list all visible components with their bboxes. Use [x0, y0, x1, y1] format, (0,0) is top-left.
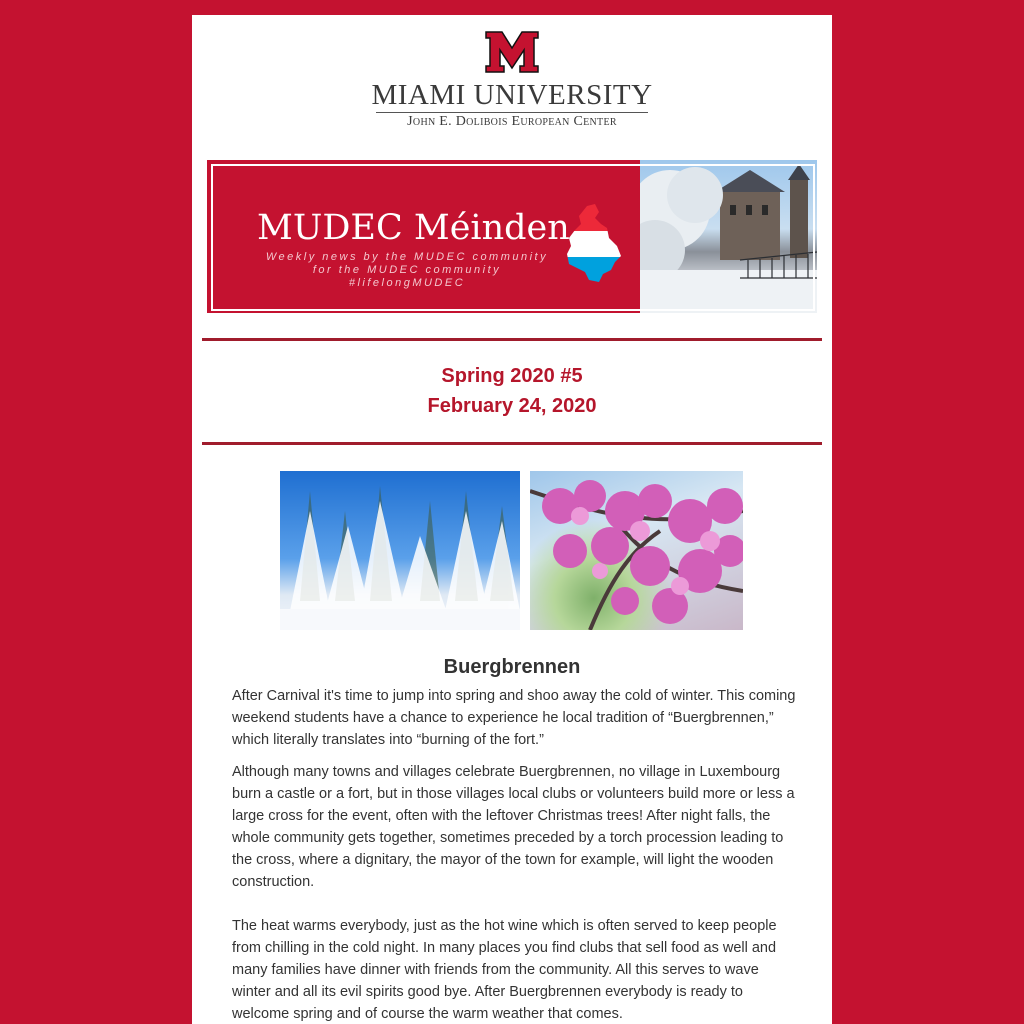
banner-title: MUDEC Méinden	[257, 208, 570, 248]
article-paragraph-3: The heat warms everybody, just as the hot wine which is often served to keep people from chilling in the cold night. In many places you find clubs that sell food as well and many families have dinner with friends from the community. All this serves to wave winter and all its evil spirits good bye. After Buergbrennen everybody is ready to welcome spring and of course the warm weather that comes.	[232, 918, 777, 1022]
miami-m-logo-icon	[484, 30, 540, 74]
newsletter-page	[192, 15, 832, 1024]
banner-frame	[211, 164, 815, 311]
article-title: Buergbrennen	[443, 656, 581, 678]
university-name: MIAMI UNIVERSITY	[371, 79, 653, 111]
issue-date: February 24, 2020	[427, 395, 597, 417]
banner-tagline-1: Weekly news by the MUDEC community	[265, 251, 549, 263]
article-paragraph-2: Although many towns and villages celebrate Buergbrennen, no village in Luxembourg burn a castle or a fort, but in those villages local clubs or volunteers build more or less a large cross for the event, often with the leftover Christmas trees! After night falls, the whole community gets together, sometimes preceded by a torch procession leading to the cross, where a dignitary, the mayor of the town for example, will light the wooden construction.	[232, 764, 795, 890]
banner-tagline-2: for the MUDEC community	[312, 264, 502, 276]
article-paragraph-1: After Carnival it's time to jump into spring and shoo away the cold of winter. This coming weekend students have a chance to experience he local tradition of “Buergbrennen,” which literally translates into “burning of the fort.”	[232, 688, 796, 748]
issue-number: Spring 2020 #5	[441, 365, 583, 387]
center-name: John E. Dolibois European Center	[407, 114, 617, 129]
top-divider	[202, 338, 822, 341]
banner-tagline-3: #lifelongMUDEC	[348, 277, 466, 289]
logo-divider	[376, 112, 648, 113]
redbud-blossom-photo	[530, 471, 743, 630]
bottom-divider	[202, 442, 822, 445]
newsletter-banner	[207, 160, 817, 313]
winter-forest-photo	[280, 471, 520, 630]
university-logo[interactable]	[192, 15, 832, 145]
